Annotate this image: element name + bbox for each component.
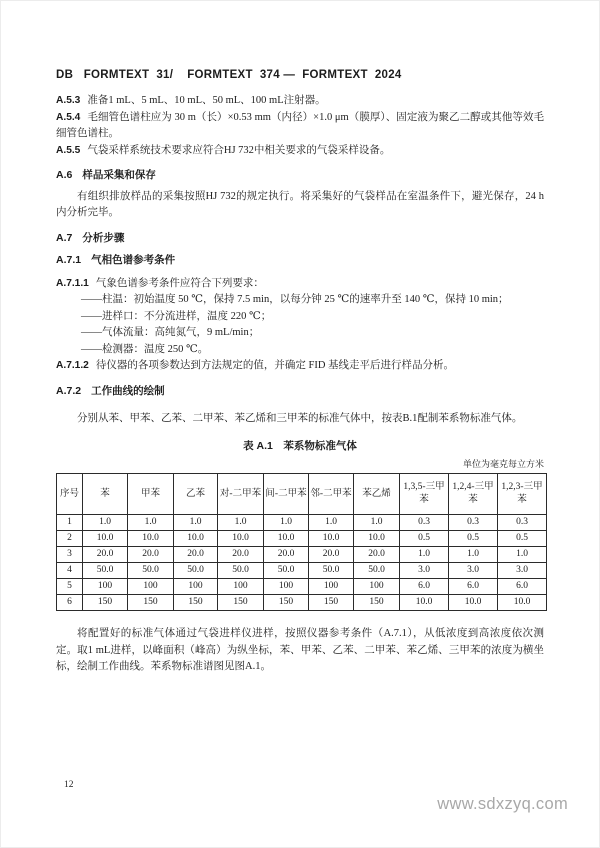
heading-title: 气相色谱参考条件 [91,254,176,266]
table-cell: 100 [264,579,309,595]
gc-condition-column-temp: ——柱温：初始温度 50 ℃，保持 7.5 min，以每分钟 25 ℃的速率升至 140 ℃，保持 10 min； [81,294,509,305]
table-cell: 20.0 [174,547,218,563]
clause-number: A.5.3 [56,95,81,106]
clause-text: 待仪器的各项参数达到方法规定的值，并确定 FID 基线走平后进行样品分析。 [95,360,455,371]
table-cell: 4 [57,563,83,579]
table-column-header: 对-二甲苯 [218,474,264,515]
table-column-header: 1,3,5-三甲苯 [400,474,449,515]
table-cell: 150 [83,595,128,611]
table-row [57,595,547,611]
table-cell: 0.3 [498,515,547,531]
table-cell: 6 [57,595,83,611]
table-column-header: 苯乙烯 [354,474,400,515]
table-cell: 150 [218,595,264,611]
table-row [57,531,547,547]
table-header-row [57,474,547,515]
table-cell: 100 [128,579,174,595]
table-cell: 10.0 [174,531,218,547]
clause-a7-1-1 [56,276,544,293]
table-cell: 10.0 [498,595,547,611]
table-cell: 150 [264,595,309,611]
table-cell: 6.0 [400,579,449,595]
table-cell: 10.0 [218,531,264,547]
table-cell: 10.0 [449,595,498,611]
table-cell: 6.0 [449,579,498,595]
table-caption: 表 A.1 苯系物标准气体 [243,439,357,452]
clause-a7-1-2 [56,358,544,375]
table-cell: 5 [57,579,83,595]
section-heading-a6 [56,167,544,184]
table-cell: 1.0 [264,515,309,531]
table-cell: 50.0 [174,563,218,579]
table-cell: 100 [218,579,264,595]
table-cell: 0.5 [449,531,498,547]
paragraph-sample-collection: 有组织排放样品的采集按照HJ 732的规定执行。将采集好的气袋样品在室温条件下，避光保存，24 h内分析完毕。 [56,190,544,218]
heading-title: 样品采集和保存 [82,169,156,181]
table-column-header: 1,2,4-三甲苯 [449,474,498,515]
table-cell: 1.0 [218,515,264,531]
table-cell: 20.0 [264,547,309,563]
clause-a5-4 [56,110,544,143]
heading-number: A.6 [56,169,73,181]
table-cell: 100 [174,579,218,595]
clause-number: A.7.1.2 [56,360,89,371]
clause-text: 气袋采样系统技术要求应符合HJ 732中相关要求的气袋采样设备。 [87,144,391,156]
table-cell: 0.5 [400,531,449,547]
table-body [57,515,547,611]
heading-number: A.7.2 [56,384,82,397]
table-cell: 50.0 [309,563,354,579]
table-cell: 50.0 [218,563,264,579]
table-column-header: 序号 [57,474,83,515]
table-cell: 50.0 [83,563,128,579]
table-column-header: 1,2,3-三甲苯 [498,474,547,515]
table-cell: 150 [309,595,354,611]
table-cell: 0.3 [449,515,498,531]
table-cell: 3.0 [449,563,498,579]
table-cell: 2 [57,531,83,547]
table-cell: 150 [128,595,174,611]
table-cell: 10.0 [264,531,309,547]
table-cell: 50.0 [264,563,309,579]
table-cell: 1.0 [400,547,449,563]
section-heading-a7-1 [56,252,544,269]
gc-condition-detector: ——检测器：温度 250 ℃。 [81,343,209,355]
table-cell: 3 [57,547,83,563]
table-cell: 20.0 [354,547,400,563]
table-cell: 20.0 [83,547,128,563]
watermark: www.sdxzyq.com [437,795,568,813]
table-cell: 1.0 [83,515,128,531]
clause-a5-3 [56,93,544,110]
table-column-header: 乙苯 [174,474,218,515]
gc-condition-inlet: ——进样口：不分流进样，温度 220 ℃； [81,310,272,322]
heading-number: A.7 [56,231,73,244]
table-cell: 1.0 [449,547,498,563]
table-column-header: 间-二甲苯 [264,474,309,515]
table-cell: 0.5 [498,531,547,547]
table-cell: 10.0 [83,531,128,547]
table-cell: 1.0 [498,547,547,563]
paragraph-standard-gas: 分别从苯、甲苯、乙苯、二甲苯、苯乙烯和三甲苯的标准气体中，按表B.1配制苯系物标准气体。 [77,413,523,424]
clause-a5-5 [56,143,544,160]
table-cell: 10.0 [400,595,449,611]
clause-text: 准备1 mL、5 mL、10 mL、50 mL、100 mL注射器。 [87,95,326,106]
table-row [57,515,547,531]
table-cell: 50.0 [128,563,174,579]
section-heading-a7 [56,230,544,247]
heading-number: A.7.1 [56,254,82,266]
table-column-header: 苯 [83,474,128,515]
table-cell: 20.0 [309,547,354,563]
table-cell: 1.0 [174,515,218,531]
table-row [57,547,547,563]
table-cell: 50.0 [354,563,400,579]
standard-number-header: DB FORMTEXT 31/ FORMTEXT 374 — FORMTEXT 2024 [56,69,402,81]
paragraph-calibration-procedure: 将配置好的标准气体通过气袋进样仪进样，按照仪器参考条件（A.7.1），从低浓度到高浓度依次测定。取1 mL进样，以峰面积（峰高）为纵坐标，苯、甲苯、乙苯、二甲苯、苯乙烯、三甲苯的浓度为横坐标，绘制工作曲线。苯系物标准谱图见图A.1。 [56,628,544,672]
clause-number: A.5.5 [56,144,81,156]
table-cell: 10.0 [128,531,174,547]
benzene-standard-gas-table [56,473,547,611]
table-cell: 20.0 [218,547,264,563]
clause-text: 气象色谱参考条件应符合下列要求： [95,277,264,289]
table-row [57,579,547,595]
clause-text: 毛细管色谱柱应为 30 m（长）×0.53 mm（内径）×1.0 μm（膜厚）、固定液为聚乙二醇或其他等效毛细管色谱柱。 [56,111,544,139]
table-row [57,563,547,579]
table-cell: 100 [83,579,128,595]
page-number: 12 [64,780,74,790]
table-cell: 6.0 [498,579,547,595]
table-column-header: 邻-二甲苯 [309,474,354,515]
table-cell: 20.0 [128,547,174,563]
document-content [1,1,599,676]
table-cell: 1.0 [309,515,354,531]
table-cell: 3.0 [498,563,547,579]
section-heading-a7-2 [56,383,544,400]
table-cell: 1.0 [354,515,400,531]
table-cell: 10.0 [309,531,354,547]
table-column-header: 甲苯 [128,474,174,515]
clause-number: A.7.1.1 [56,277,89,289]
table-cell: 150 [174,595,218,611]
heading-title: 分析步骤 [82,231,125,244]
gc-condition-gas-flow: ——气体流量：高纯氮气，9 mL/min； [81,327,260,338]
table-cell: 100 [354,579,400,595]
table-cell: 1.0 [128,515,174,531]
table-cell: 150 [354,595,400,611]
table-cell: 100 [309,579,354,595]
table-cell: 10.0 [354,531,400,547]
table-cell: 0.3 [400,515,449,531]
table-unit-note: 单位为毫克每立方米 [462,459,544,469]
heading-title: 工作曲线的绘制 [91,384,165,397]
clause-number: A.5.4 [56,111,81,123]
table-cell: 1 [57,515,83,531]
table-cell: 3.0 [400,563,449,579]
